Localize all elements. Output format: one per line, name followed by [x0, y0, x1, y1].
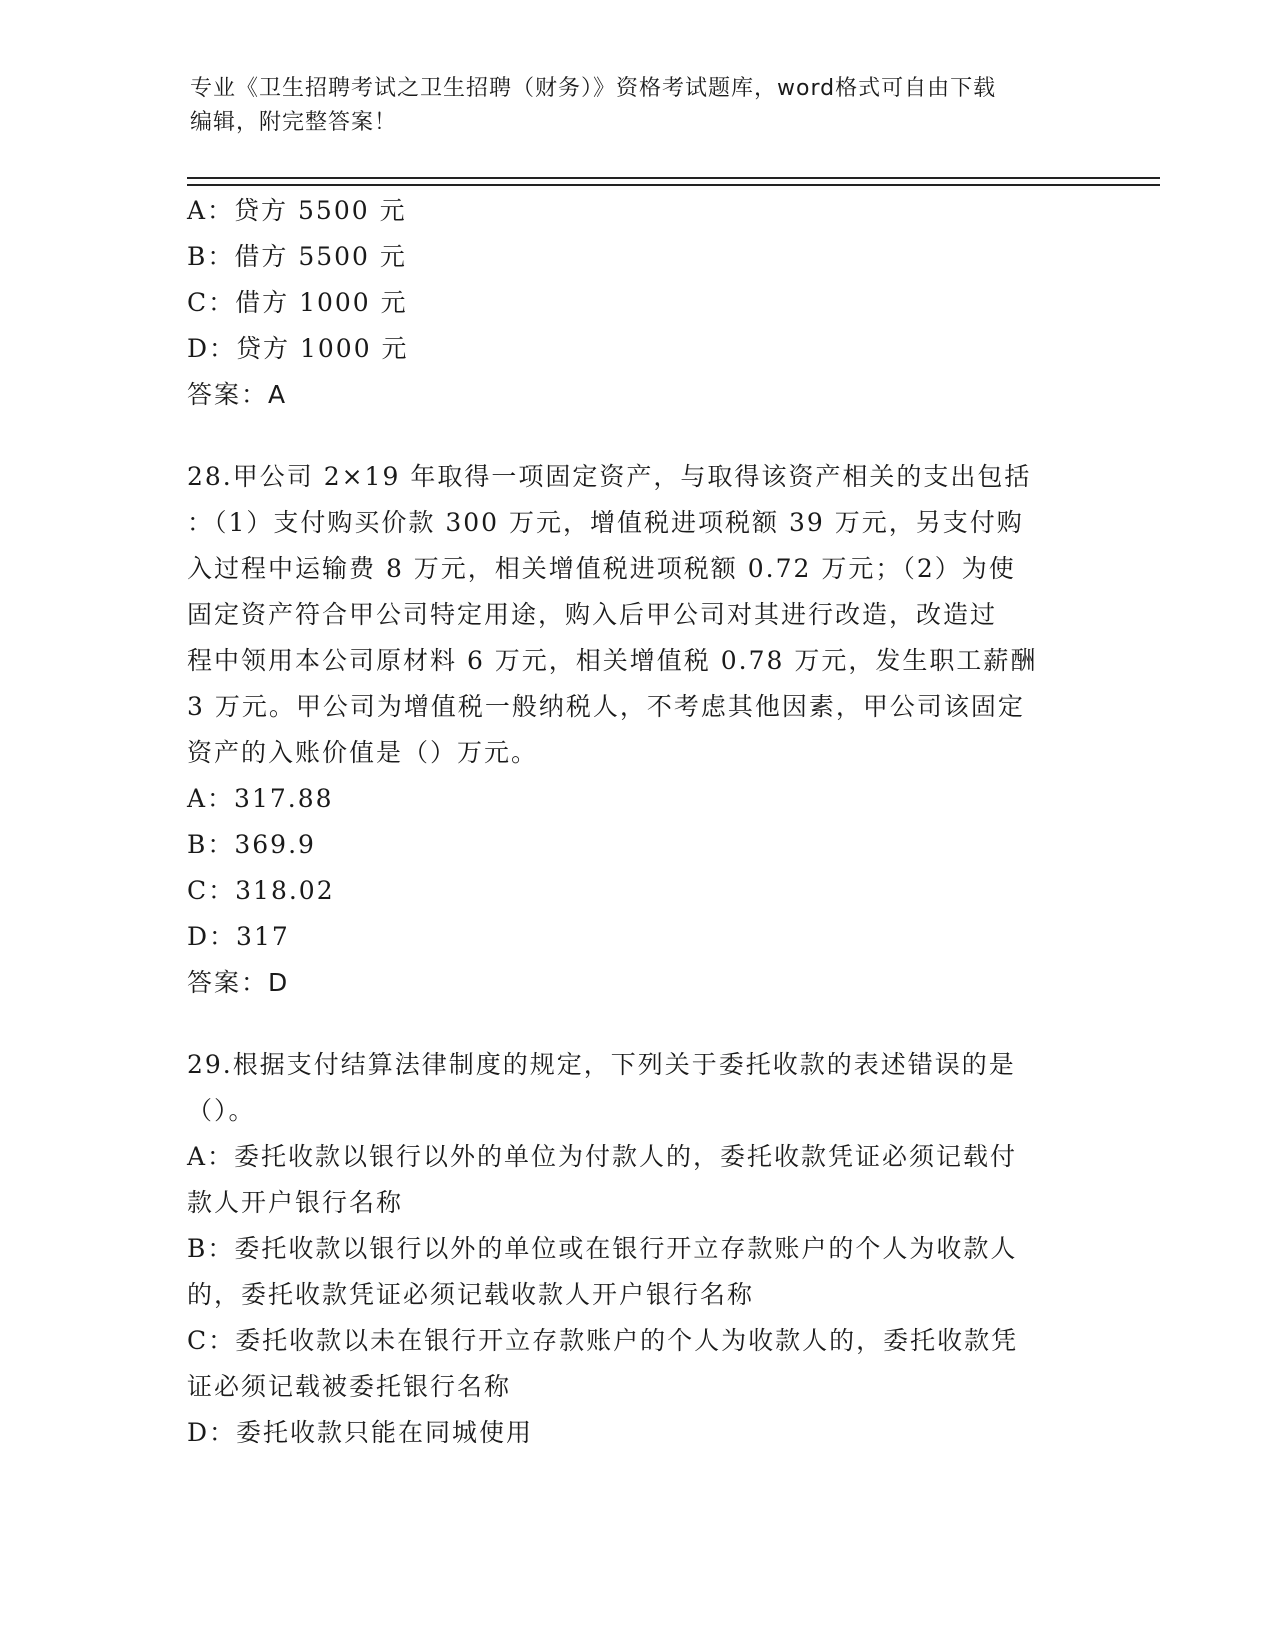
option-d: D：委托收款只能在同城使用 — [187, 1418, 534, 1447]
option-b-continued: 的，委托收款凭证必须记载收款人开户银行名称 — [187, 1280, 755, 1309]
question-28 — [187, 454, 1087, 1006]
question-stem-line: 程中领用本公司原材料 6 万元，相关增值税 0.78 万元，发生职工薪酬 — [187, 646, 1038, 675]
option-d: D：贷方 1000 元 — [187, 334, 409, 363]
question-27 — [187, 188, 1087, 418]
page-header — [190, 72, 1090, 140]
question-content — [187, 188, 1087, 1456]
header-rule-top — [187, 177, 1160, 179]
option-a: A：委托收款以银行以外的单位为付款人的，委托收款凭证必须记载付 — [187, 1142, 1018, 1171]
answer: 答案：D — [187, 968, 290, 997]
question-29 — [187, 1042, 1087, 1456]
question-stem-line: 入过程中运输费 8 万元，相关增值税进项税额 0.72 万元；（2）为使 — [187, 554, 1016, 583]
option-c: C：借方 1000 元 — [187, 288, 408, 317]
question-stem-line: ：（1）支付购买价款 300 万元，增值税进项税额 39 万元，另支付购 — [187, 508, 1024, 537]
option-c: C：318.02 — [187, 876, 335, 905]
question-stem-line: 固定资产符合甲公司特定用途，购入后甲公司对其进行改造，改造过 — [187, 600, 998, 629]
answer: 答案：A — [187, 380, 288, 409]
option-a: A：贷方 5500 元 — [187, 196, 407, 225]
question-stem-line: 29.根据支付结算法律制度的规定，下列关于委托收款的表述错误的是 — [187, 1050, 1016, 1079]
option-c-continued: 证必须记载被委托银行名称 — [187, 1372, 512, 1401]
option-a: A：317.88 — [187, 784, 334, 813]
header-line-1: 专业《卫生招聘考试之卫生招聘（财务）》资格考试题库，word格式可自由下载 — [190, 76, 997, 101]
option-d: D：317 — [187, 922, 290, 951]
question-stem-line: 资产的入账价值是（）万元。 — [187, 738, 539, 767]
option-a-continued: 款人开户银行名称 — [187, 1188, 404, 1217]
question-stem-line: 28.甲公司 2×19 年取得一项固定资产，与取得该资产相关的支出包括 — [187, 462, 1032, 491]
header-line-2: 编辑，附完整答案！ — [190, 110, 398, 135]
header-rule-bottom — [187, 184, 1160, 186]
question-stem-line: （）。 — [187, 1096, 256, 1125]
option-b: B：借方 5500 元 — [187, 242, 407, 271]
option-b: B：委托收款以银行以外的单位或在银行开立存款账户的个人为收款人 — [187, 1234, 1018, 1263]
question-stem-line: 3 万元。甲公司为增值税一般纳税人，不考虑其他因素，甲公司该固定 — [187, 692, 1025, 721]
option-b: B：369.9 — [187, 830, 316, 859]
option-c: C：委托收款以未在银行开立存款账户的个人为收款人的，委托收款凭 — [187, 1326, 1019, 1355]
